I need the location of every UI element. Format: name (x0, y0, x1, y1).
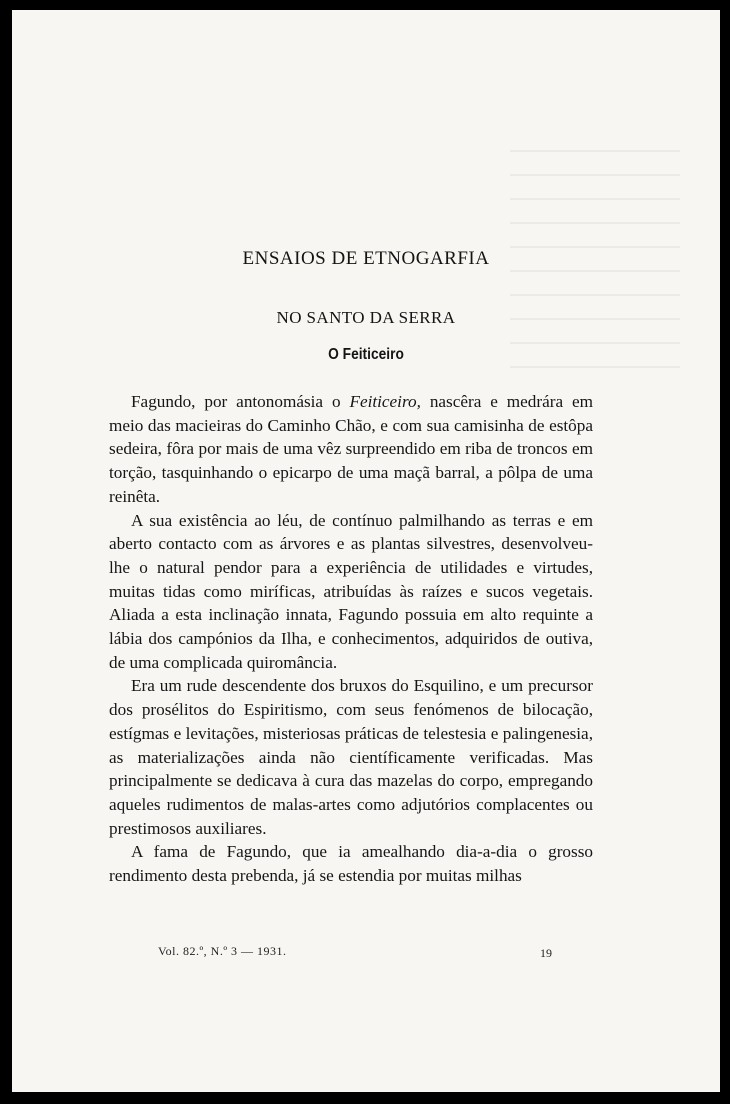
body-text (109, 390, 593, 888)
paragraph-4: A fama de Fagundo, que ia amealhando dia-a-dia o grosso rendimento desta prebenda, já se estendia por muitas milhas (109, 842, 593, 886)
paragraph-3: Era um rude descendente dos bruxos do Esquilino, e um precursor dos prosélitos do Espiritismo, com seus fenómenos de bilocação, estígmas e levitações, misteriosas práticas de telestesia e palingenesia, as materializações ainda não científicamente verificadas. Mas principalmente se dedicava à cura das mazelas do corpo, empregando aqueles rudimentos de malas-artes como adjutórios complacentes ou prestimosos auxiliares. (109, 676, 593, 838)
article-subtitle: NO SANTO DA SERRA (276, 308, 456, 327)
document-page (12, 10, 720, 1092)
paragraph-1-start: Fagundo, por antonomásia o (131, 392, 350, 411)
page-number: 19 (540, 946, 552, 960)
article-title: ENSAIOS DE ETNOGARFIA (242, 248, 490, 269)
volume-footer: Vol. 82.º, N.º 3 — 1931. (158, 944, 287, 958)
section-title: O Feiticeiro (328, 346, 404, 363)
paragraph-2: A sua existência ao léu, de contínuo palmilhando as terras e em aberto contacto com as árvores e as plantas silvestres, desenvolveu-lhe o natural pendor para a experiência de utilidades e virtudes, muitas tidas como miríficas, atribuídas às raízes e sucos vegetais. Aliada a esta inclinação innata, Fagundo possuia em alto requinte a lábia dos campónios da Ilha, e conhecimentos, adquiridos de outiva, de uma complicada quiromância. (109, 510, 593, 672)
paragraph-1 (109, 390, 593, 509)
paragraph-1-italic: Feiticeiro, (349, 392, 421, 411)
paragraph-1-rest: nascêra e medrára em meio das macieiras do Caminho Chão, e com sua camisinha de estôpa sedeira, fôra por mais de uma vêz surpreendido em riba de troncos em torção, tasquinhando o epicarpo de uma maçã barral, a pôlpa de uma reinêta. (109, 392, 593, 506)
